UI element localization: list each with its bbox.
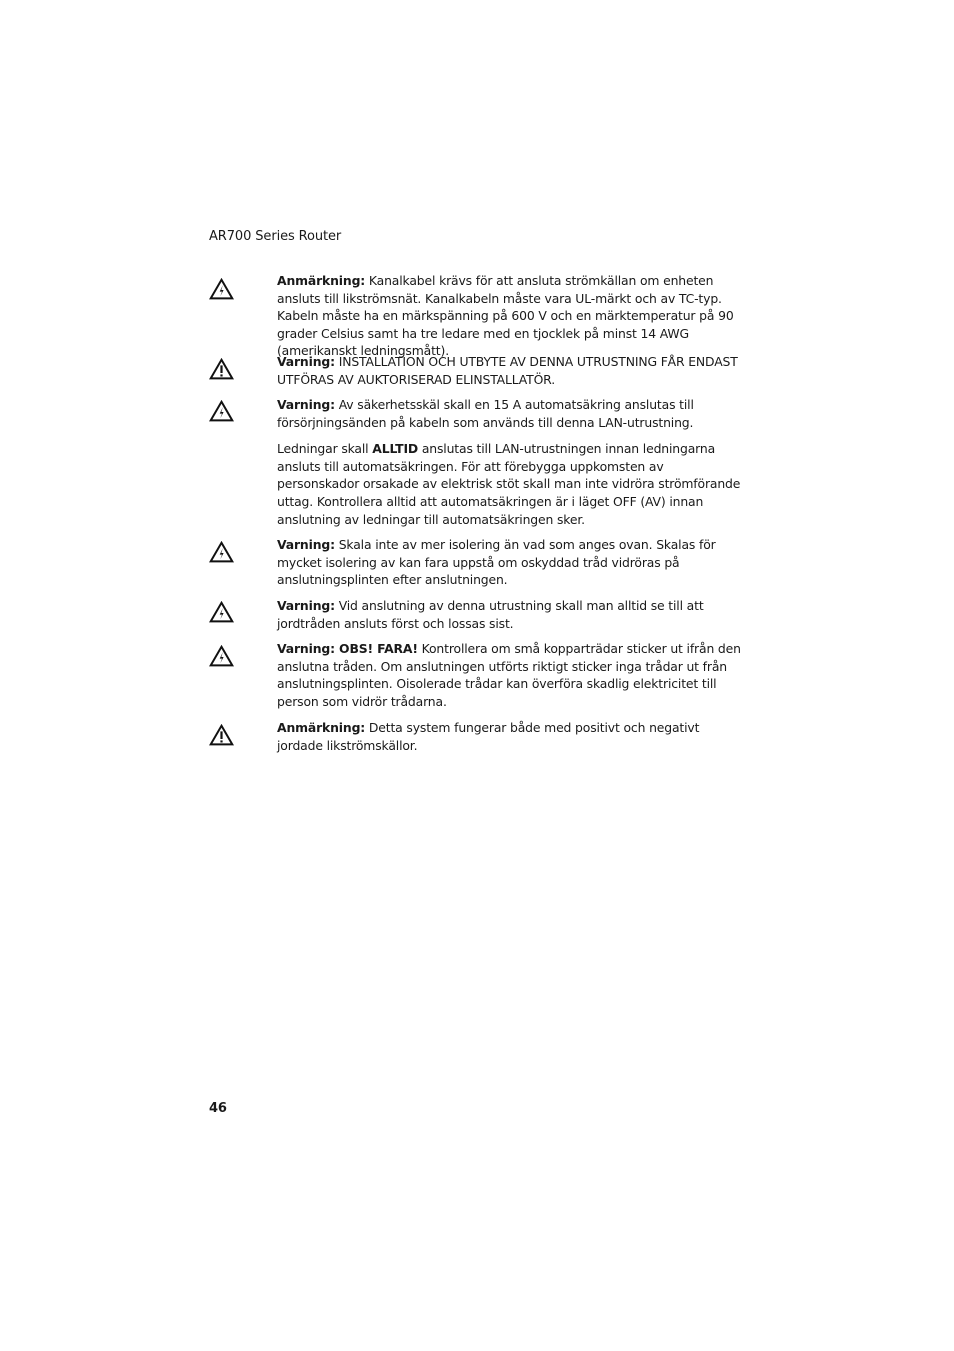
- notice-text: Av säkerhetsskäl skall en 15 A automatsäkring anslutas till försörjningsänden på kabeln som används till denna LAN-utrustning.: [277, 397, 694, 430]
- running-header: AR700 Series Router: [209, 229, 342, 244]
- notice-label: Anmärkning:: [277, 720, 366, 735]
- notice-text: Detta system fungerar både med positivt och negativt jordade likströmskällor.: [277, 720, 700, 753]
- notice-label: Varning:: [277, 537, 335, 552]
- page-number: 46: [209, 1101, 227, 1116]
- notice-label: Anmärkning:: [277, 273, 366, 288]
- warning-triangle-icon: [209, 278, 234, 300]
- notice-paragraph: [277, 597, 745, 632]
- notice-list: [209, 272, 749, 762]
- warning-triangle-icon: [209, 541, 234, 563]
- warning-triangle-icon: [209, 724, 234, 746]
- notice-label: Varning:: [277, 598, 335, 613]
- emphasis-text: ALLTID: [372, 441, 419, 457]
- notice-item: [209, 353, 749, 396]
- notice-text: Kontrollera om små kopparträdar sticker ut ifrån den anslutna tråden. Om anslutningen utförts riktigt sticker inga trådar ut från anslutningsplinten. Oisolerade trådar kan överföra skadlig elektricitet till person som vidrör trådarna.: [277, 641, 741, 709]
- notice-item: [209, 640, 749, 719]
- notice-paragraph: [277, 719, 745, 754]
- notice-text: Kanalkabel krävs för att ansluta strömkällan om enheten ansluts till likströmsnät. Kanalkabeln måste vara UL-märkt och av TC-typ. Kabeln måste ha en märkspänning på 600 V och en märktemperatur på 90 grader Celsius samt ha tre ledare med en tjocklek på minst 14 AWG (amerikanskt ledningsmått).: [277, 273, 734, 359]
- warning-triangle-icon: [209, 400, 234, 422]
- notice-paragraph-extra: Ledningar skall ALLTID anslutas till LAN-utrustningen innan ledningarna ansluts till automatsäkringen. För att förebygga uppkomsten av personskador orsakade av elektrisk stöt skall man inte vidröra strömförande uttag. Kontrollera alltid att automatsäkringen är i läget OFF (AV) innan anslutning av ledningar till automatsäkringen sker.: [277, 441, 741, 527]
- notice-item: [209, 396, 749, 536]
- notice-item: [209, 272, 749, 359]
- notice-paragraph: [277, 396, 745, 431]
- notice-label: Varning:: [277, 354, 335, 369]
- notice-paragraph: [277, 536, 745, 589]
- notice-item: [209, 536, 749, 597]
- notice-label: Varning: OBS! FARA!: [277, 641, 418, 656]
- notice-text: Skala inte av mer isolering än vad som anges ovan. Skalas för mycket isolering av kan fara uppstå om oskyddad tråd vidröras på anslutningsplinten efter anslutningen.: [277, 537, 716, 588]
- notice-item: [209, 597, 749, 640]
- notice-paragraph: [277, 353, 745, 388]
- warning-triangle-icon: [209, 645, 234, 667]
- warning-triangle-icon: [209, 601, 234, 623]
- notice-paragraph: [277, 272, 745, 360]
- notice-paragraph: [277, 640, 745, 710]
- notice-item: [209, 719, 749, 762]
- notice-text: INSTALLATION OCH UTBYTE AV DENNA UTRUSTNING FÅR ENDAST UTFÖRAS AV AUKTORISERAD ELINSTALLATÖR.: [277, 354, 738, 387]
- warning-triangle-icon: [209, 358, 234, 380]
- notice-label: Varning:: [277, 397, 335, 412]
- notice-text: Vid anslutning av denna utrustning skall man alltid se till att jordtråden ansluts först och lossas sist.: [277, 598, 704, 631]
